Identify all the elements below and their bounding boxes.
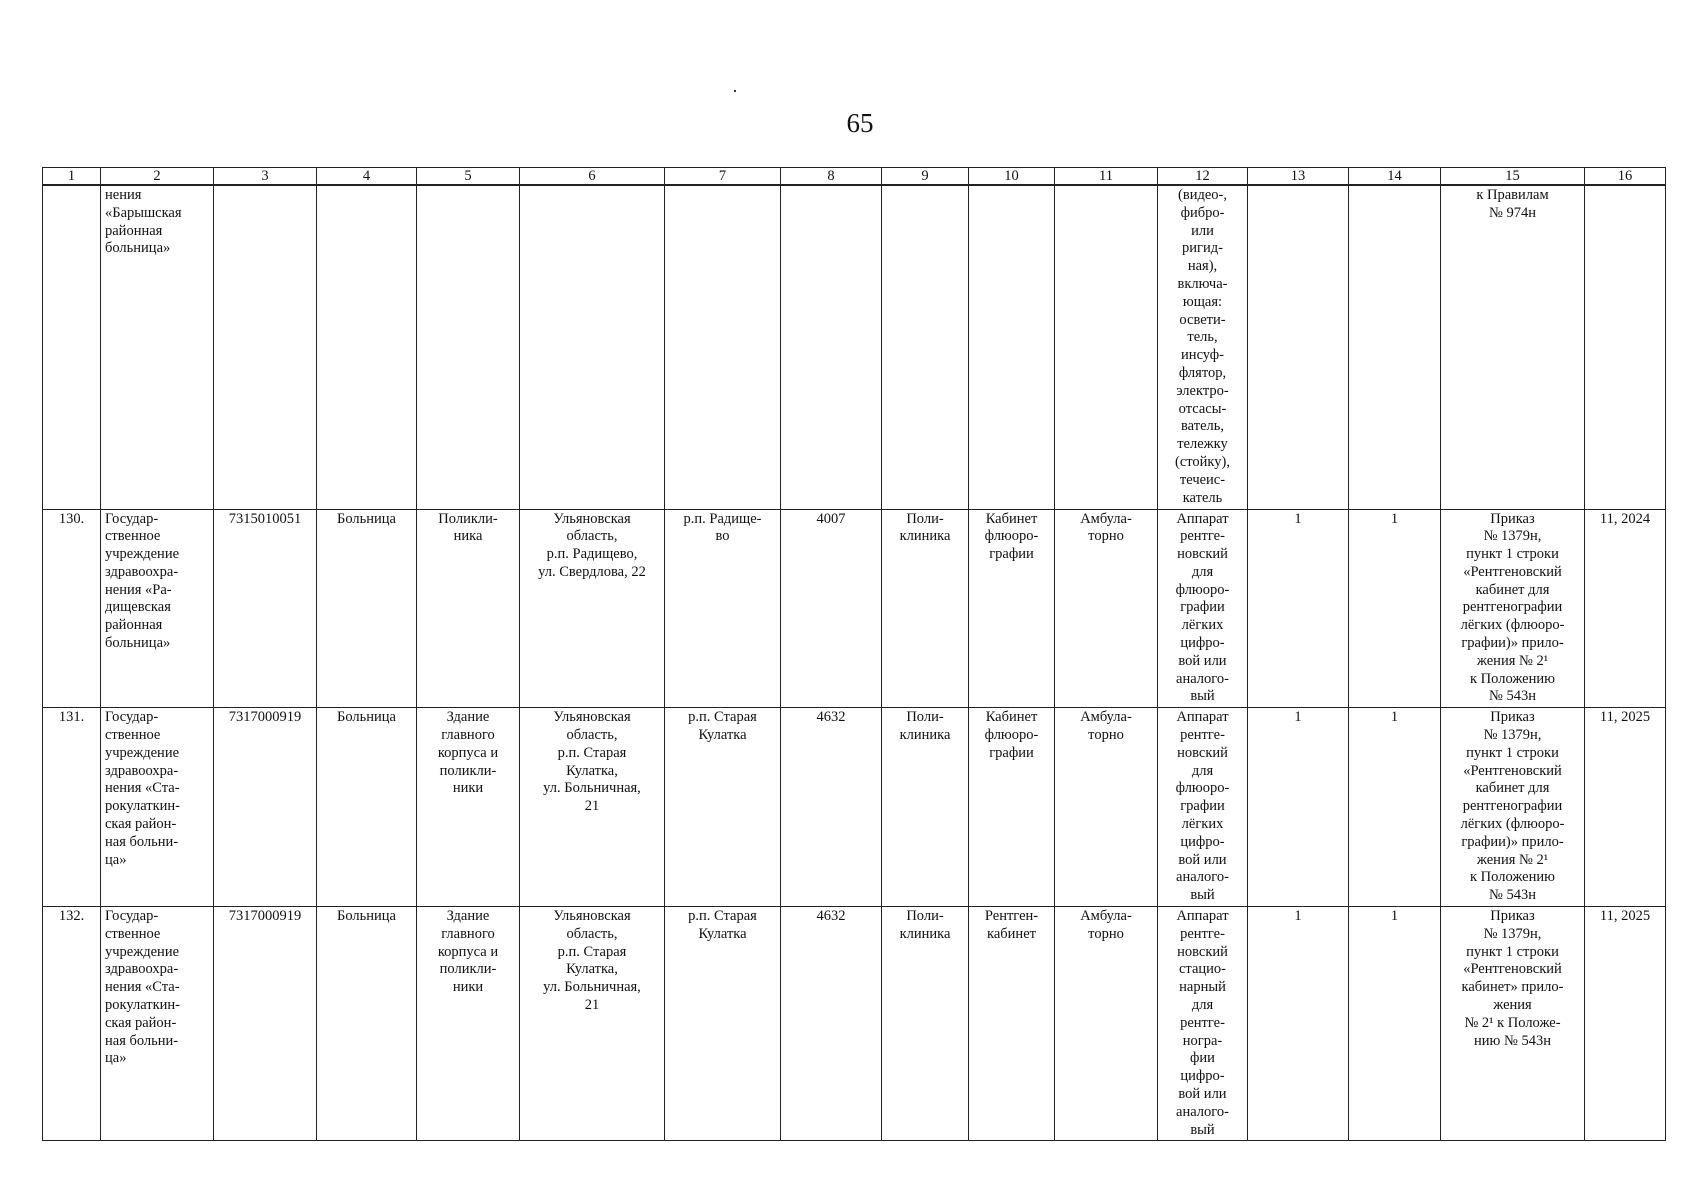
equipment-cell: Аппарат рентге- новский стацио- нарный для рентге- ногра- фии цифро- вой или аналого- вый (1158, 907, 1248, 1141)
column-header: 16 (1585, 168, 1666, 186)
year-cell: 11, 2025 (1585, 907, 1666, 1141)
column-header: 7 (665, 168, 781, 186)
equipment-cell: Аппарат рентге- новский для флюоро- графии лёгких цифро- вой или аналого- вый (1158, 509, 1248, 708)
address-cell (520, 185, 665, 509)
mode-cell: Амбула- торно (1055, 907, 1158, 1141)
organization-cell: Государ- ственное учреждение здравоохра- нения «Ра- дищевская районная больница» (101, 509, 214, 708)
inn-cell: 7317000919 (214, 907, 317, 1141)
code-cell: 4632 (781, 708, 882, 907)
year-cell: 11, 2024 (1585, 509, 1666, 708)
building-cell (417, 185, 520, 509)
organization-cell: Государ- ственное учреждение здравоохра- нения «Ста- рокулаткин- ская район- ная больни- ца» (101, 708, 214, 907)
code-cell: 4007 (781, 509, 882, 708)
column-header: 5 (417, 168, 520, 186)
organization-cell: Государ- ственное учреждение здравоохра- нения «Ста- рокулаткин- ская район- ная больни- ца» (101, 907, 214, 1141)
column-header: 15 (1441, 168, 1585, 186)
table-row (43, 509, 1666, 708)
table-row (43, 708, 1666, 907)
inn-cell: 7315010051 (214, 509, 317, 708)
locality-cell: р.п. Старая Кулатка (665, 708, 781, 907)
basis-cell: Приказ № 1379н, пункт 1 строки «Рентгеновский кабинет для рентгенографии лёгких (флюоро- графии)» прило- жения № 2¹ к Положению № 543н (1441, 708, 1585, 907)
column-header: 13 (1248, 168, 1349, 186)
quantity-cell: 1 (1248, 907, 1349, 1141)
unit-cell: Поли- клиника (882, 509, 969, 708)
row-number (43, 185, 101, 509)
column-number-row (43, 168, 1666, 186)
unit-cell (882, 185, 969, 509)
room-cell: Рентген- кабинет (969, 907, 1055, 1141)
address-cell: Ульяновская область, р.п. Старая Кулатка, ул. Больничная, 21 (520, 708, 665, 907)
mode-cell: Амбула- торно (1055, 509, 1158, 708)
locality-cell: р.п. Старая Кулатка (665, 907, 781, 1141)
org-type-cell (317, 185, 417, 509)
building-cell: Поликли- ника (417, 509, 520, 708)
org-type-cell: Больница (317, 509, 417, 708)
quantity-cell: 1 (1349, 907, 1441, 1141)
row-number: 132. (43, 907, 101, 1141)
quantity-cell: 1 (1349, 708, 1441, 907)
column-header: 2 (101, 168, 214, 186)
room-cell (969, 185, 1055, 509)
scan-speck (734, 90, 736, 92)
quantity-cell: 1 (1349, 509, 1441, 708)
building-cell: Здание главного корпуса и поликли- ники (417, 708, 520, 907)
quantity-cell: 1 (1248, 708, 1349, 907)
locality-cell: р.п. Радище- во (665, 509, 781, 708)
basis-cell: Приказ № 1379н, пункт 1 строки «Рентгеновский кабинет» прило- жения № 2¹ к Положе- нию № 543н (1441, 907, 1585, 1141)
year-cell: 11, 2025 (1585, 708, 1666, 907)
address-cell: Ульяновская область, р.п. Старая Кулатка, ул. Больничная, 21 (520, 907, 665, 1141)
unit-cell: Поли- клиника (882, 708, 969, 907)
code-cell: 4632 (781, 907, 882, 1141)
equipment-cell: (видео-, фибро- или ригид- ная), включа- ющая: освети- тель, инсуф- флятор, электро- отсасы- ватель, тележку (стойку), течеис- катель (1158, 185, 1248, 509)
quantity-cell: 1 (1248, 509, 1349, 708)
mode-cell: Амбула- торно (1055, 708, 1158, 907)
unit-cell: Поли- клиника (882, 907, 969, 1141)
basis-cell: Приказ № 1379н, пункт 1 строки «Рентгеновский кабинет для рентгенографии лёгких (флюоро- графии)» прило- жения № 2¹ к Положению № 543н (1441, 509, 1585, 708)
year-cell (1585, 185, 1666, 509)
page-number: 65 (846, 108, 874, 138)
room-cell: Кабинет флюоро- графии (969, 509, 1055, 708)
table-row (43, 185, 1666, 509)
room-cell: Кабинет флюоро- графии (969, 708, 1055, 907)
locality-cell (665, 185, 781, 509)
column-header: 3 (214, 168, 317, 186)
column-header: 9 (882, 168, 969, 186)
row-number: 131. (43, 708, 101, 907)
column-header: 1 (43, 168, 101, 186)
address-cell: Ульяновская область, р.п. Радищево, ул. Свердлова, 22 (520, 509, 665, 708)
registry-table (42, 167, 1666, 1141)
column-header: 11 (1055, 168, 1158, 186)
code-cell (781, 185, 882, 509)
mode-cell (1055, 185, 1158, 509)
org-type-cell: Больница (317, 708, 417, 907)
column-header: 12 (1158, 168, 1248, 186)
row-number: 130. (43, 509, 101, 708)
column-header: 14 (1349, 168, 1441, 186)
equipment-cell: Аппарат рентге- новский для флюоро- графии лёгких цифро- вой или аналого- вый (1158, 708, 1248, 907)
basis-cell: к Правилам № 974н (1441, 185, 1585, 509)
column-header: 6 (520, 168, 665, 186)
inn-cell (214, 185, 317, 509)
org-type-cell: Больница (317, 907, 417, 1141)
table-row (43, 907, 1666, 1141)
column-header: 4 (317, 168, 417, 186)
quantity-cell (1248, 185, 1349, 509)
building-cell: Здание главного корпуса и поликли- ники (417, 907, 520, 1141)
organization-cell: нения «Барышская районная больница» (101, 185, 214, 509)
inn-cell: 7317000919 (214, 708, 317, 907)
column-header: 10 (969, 168, 1055, 186)
column-header: 8 (781, 168, 882, 186)
quantity-cell (1349, 185, 1441, 509)
